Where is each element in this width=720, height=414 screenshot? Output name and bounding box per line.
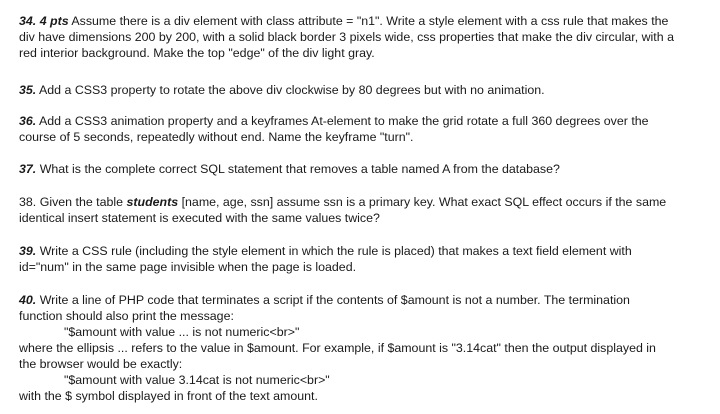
question-36-line-2: course of 5 seconds, repeatedly without end. Name the keyframe "turn". bbox=[19, 130, 414, 144]
points-label: 4 pts bbox=[39, 14, 69, 28]
question-40-line-7: with the $ symbol displayed in front of the text amount. bbox=[19, 389, 318, 403]
question-text-post: [name, age, ssn] assume ssn is a primary key. What exact SQL effect occurs if the same bbox=[181, 195, 667, 209]
question-text: Assume there is a div element with class attribute = "n1". Write a style element with a css rule that makes the bbox=[71, 14, 669, 28]
table-name: students bbox=[126, 195, 179, 209]
question-39 bbox=[19, 243, 706, 275]
question-34 bbox=[19, 13, 706, 61]
question-text: Write a CSS rule (including the style element in which the rule is placed) that makes a text field element with bbox=[39, 244, 632, 258]
question-number: 38. bbox=[19, 195, 37, 209]
question-text: Write a line of PHP code that terminates a script if the contents of $amount is not a number. The termination bbox=[39, 293, 630, 307]
question-number: 34. bbox=[19, 14, 37, 28]
question-37 bbox=[19, 161, 706, 177]
question-text: What is the complete correct SQL statement that removes a table named A from the database? bbox=[39, 162, 560, 176]
question-text: Add a CSS3 animation property and a keyframes At-element to make the grid rotate a full 360 degrees over the bbox=[39, 114, 649, 128]
question-36 bbox=[19, 113, 706, 145]
question-40-line-4: where the ellipsis ... refers to the value in $amount. For example, if $amount is "3.14cat" then the output displayed in bbox=[19, 341, 656, 355]
question-35 bbox=[19, 82, 706, 98]
question-number: 35. bbox=[19, 83, 37, 97]
question-40 bbox=[19, 292, 706, 404]
message-template: "$amount with value ... is not numeric<br>" bbox=[64, 325, 300, 339]
question-38-line-2: identical insert statement is executed with the same values twice? bbox=[19, 211, 380, 225]
question-number: 36. bbox=[19, 114, 37, 128]
question-40-line-2: function should also print the message: bbox=[19, 309, 234, 323]
question-number: 39. bbox=[19, 244, 37, 258]
question-text: Add a CSS3 property to rotate the above div clockwise by 80 degrees but with no animation. bbox=[39, 83, 545, 97]
question-34-line-3: red interior background. Make the top "edge" of the div light gray. bbox=[19, 46, 375, 60]
message-example: "$amount with value 3.14cat is not numeric<br>" bbox=[64, 373, 330, 387]
question-number: 40. bbox=[19, 293, 37, 307]
question-number: 37. bbox=[19, 162, 37, 176]
question-39-line-2: id="num" in the same page invisible when the page is loaded. bbox=[19, 260, 357, 274]
question-text-pre: Given the table bbox=[39, 195, 124, 209]
question-38 bbox=[19, 194, 706, 226]
question-34-line-2: div have dimensions 200 by 200, with a solid black border 3 pixels wide, css properties that make the div circular, with a bbox=[19, 30, 674, 44]
question-40-line-5: the browser would be exactly: bbox=[19, 357, 183, 371]
question-34-line-1 bbox=[19, 13, 706, 29]
